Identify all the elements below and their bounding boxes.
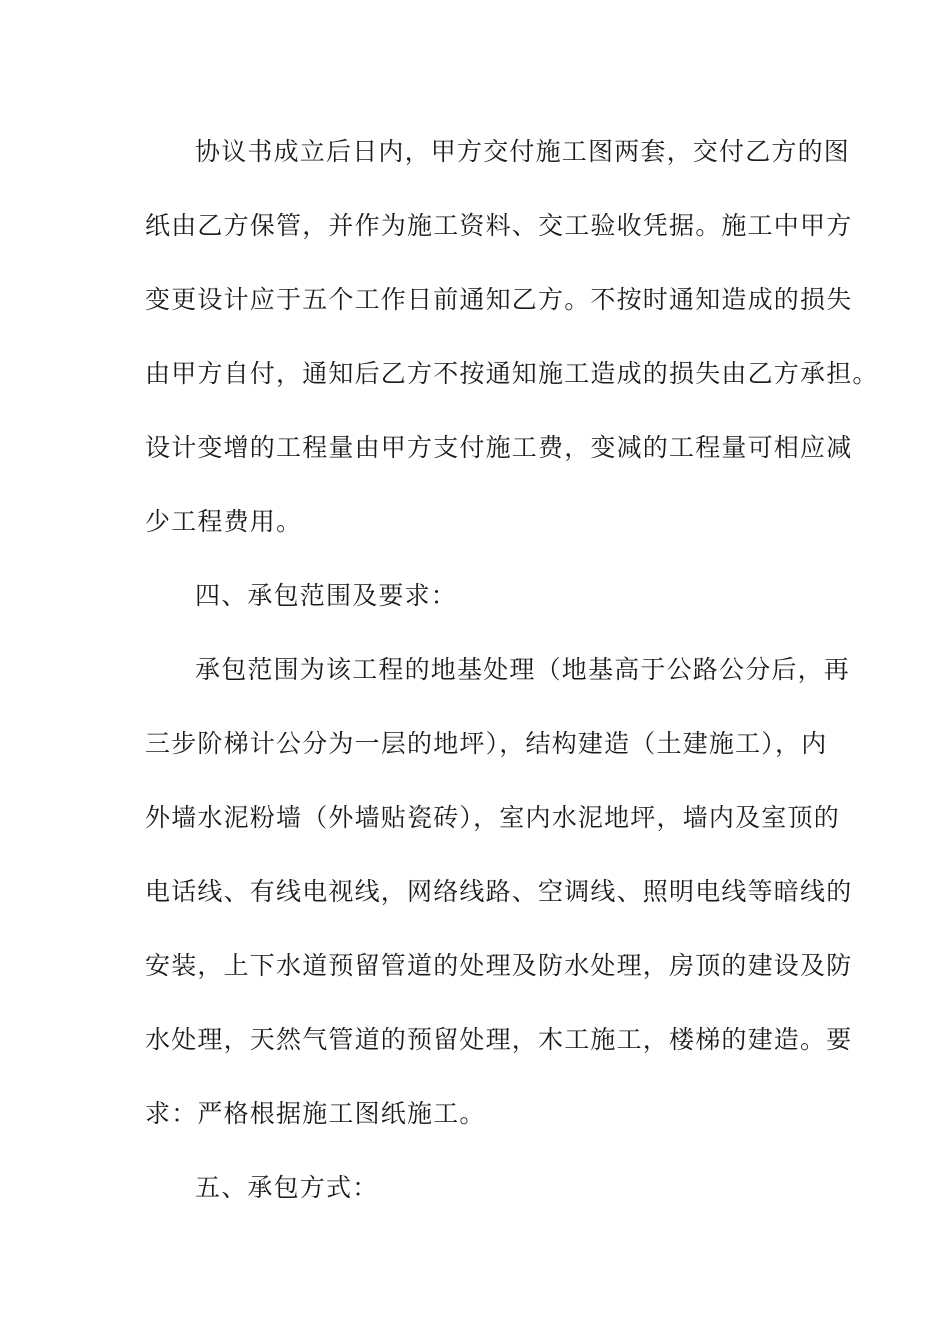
paragraph-line: 求：严格根据施工图纸施工。 (145, 1099, 486, 1128)
paragraph-line: 电话线、有线电视线，网络线路、空调线、照明电线等暗线的 (145, 877, 853, 906)
paragraph-line: 安装，上下水道预留管道的处理及防水处理，房顶的建设及防 (145, 951, 853, 980)
paragraph-line: 设计变增的工程量由甲方支付施工费，变减的工程量可相应减 (145, 433, 853, 462)
paragraph-line: 水处理，天然气管道的预留处理，木工施工，楼梯的建造。要 (145, 1025, 853, 1054)
paragraph-line: 协议书成立后日内，甲方交付施工图两套，交付乙方的图 (195, 137, 851, 166)
section-heading: 四、承包范围及要求： (195, 581, 458, 610)
paragraph-line: 由甲方自付，通知后乙方不按通知施工造成的损失由乙方承担。 (145, 359, 879, 388)
section-heading: 五、承包方式： (195, 1173, 379, 1202)
paragraph-line: 三步阶梯计公分为一层的地坪），结构建造（土建施工），内 (145, 729, 828, 758)
paragraph-line: 纸由乙方保管，并作为施工资料、交工验收凭据。施工中甲方 (145, 211, 853, 240)
paragraph-line: 少工程费用。 (145, 507, 303, 536)
paragraph-line: 外墙水泥粉墙（外墙贴瓷砖），室内水泥地坪，墙内及室顶的 (145, 803, 840, 832)
paragraph-line: 变更设计应于五个工作日前通知乙方。不按时通知造成的损失 (145, 285, 853, 314)
paragraph-line: 承包范围为该工程的地基处理（地基高于公路公分后，再 (195, 655, 851, 684)
